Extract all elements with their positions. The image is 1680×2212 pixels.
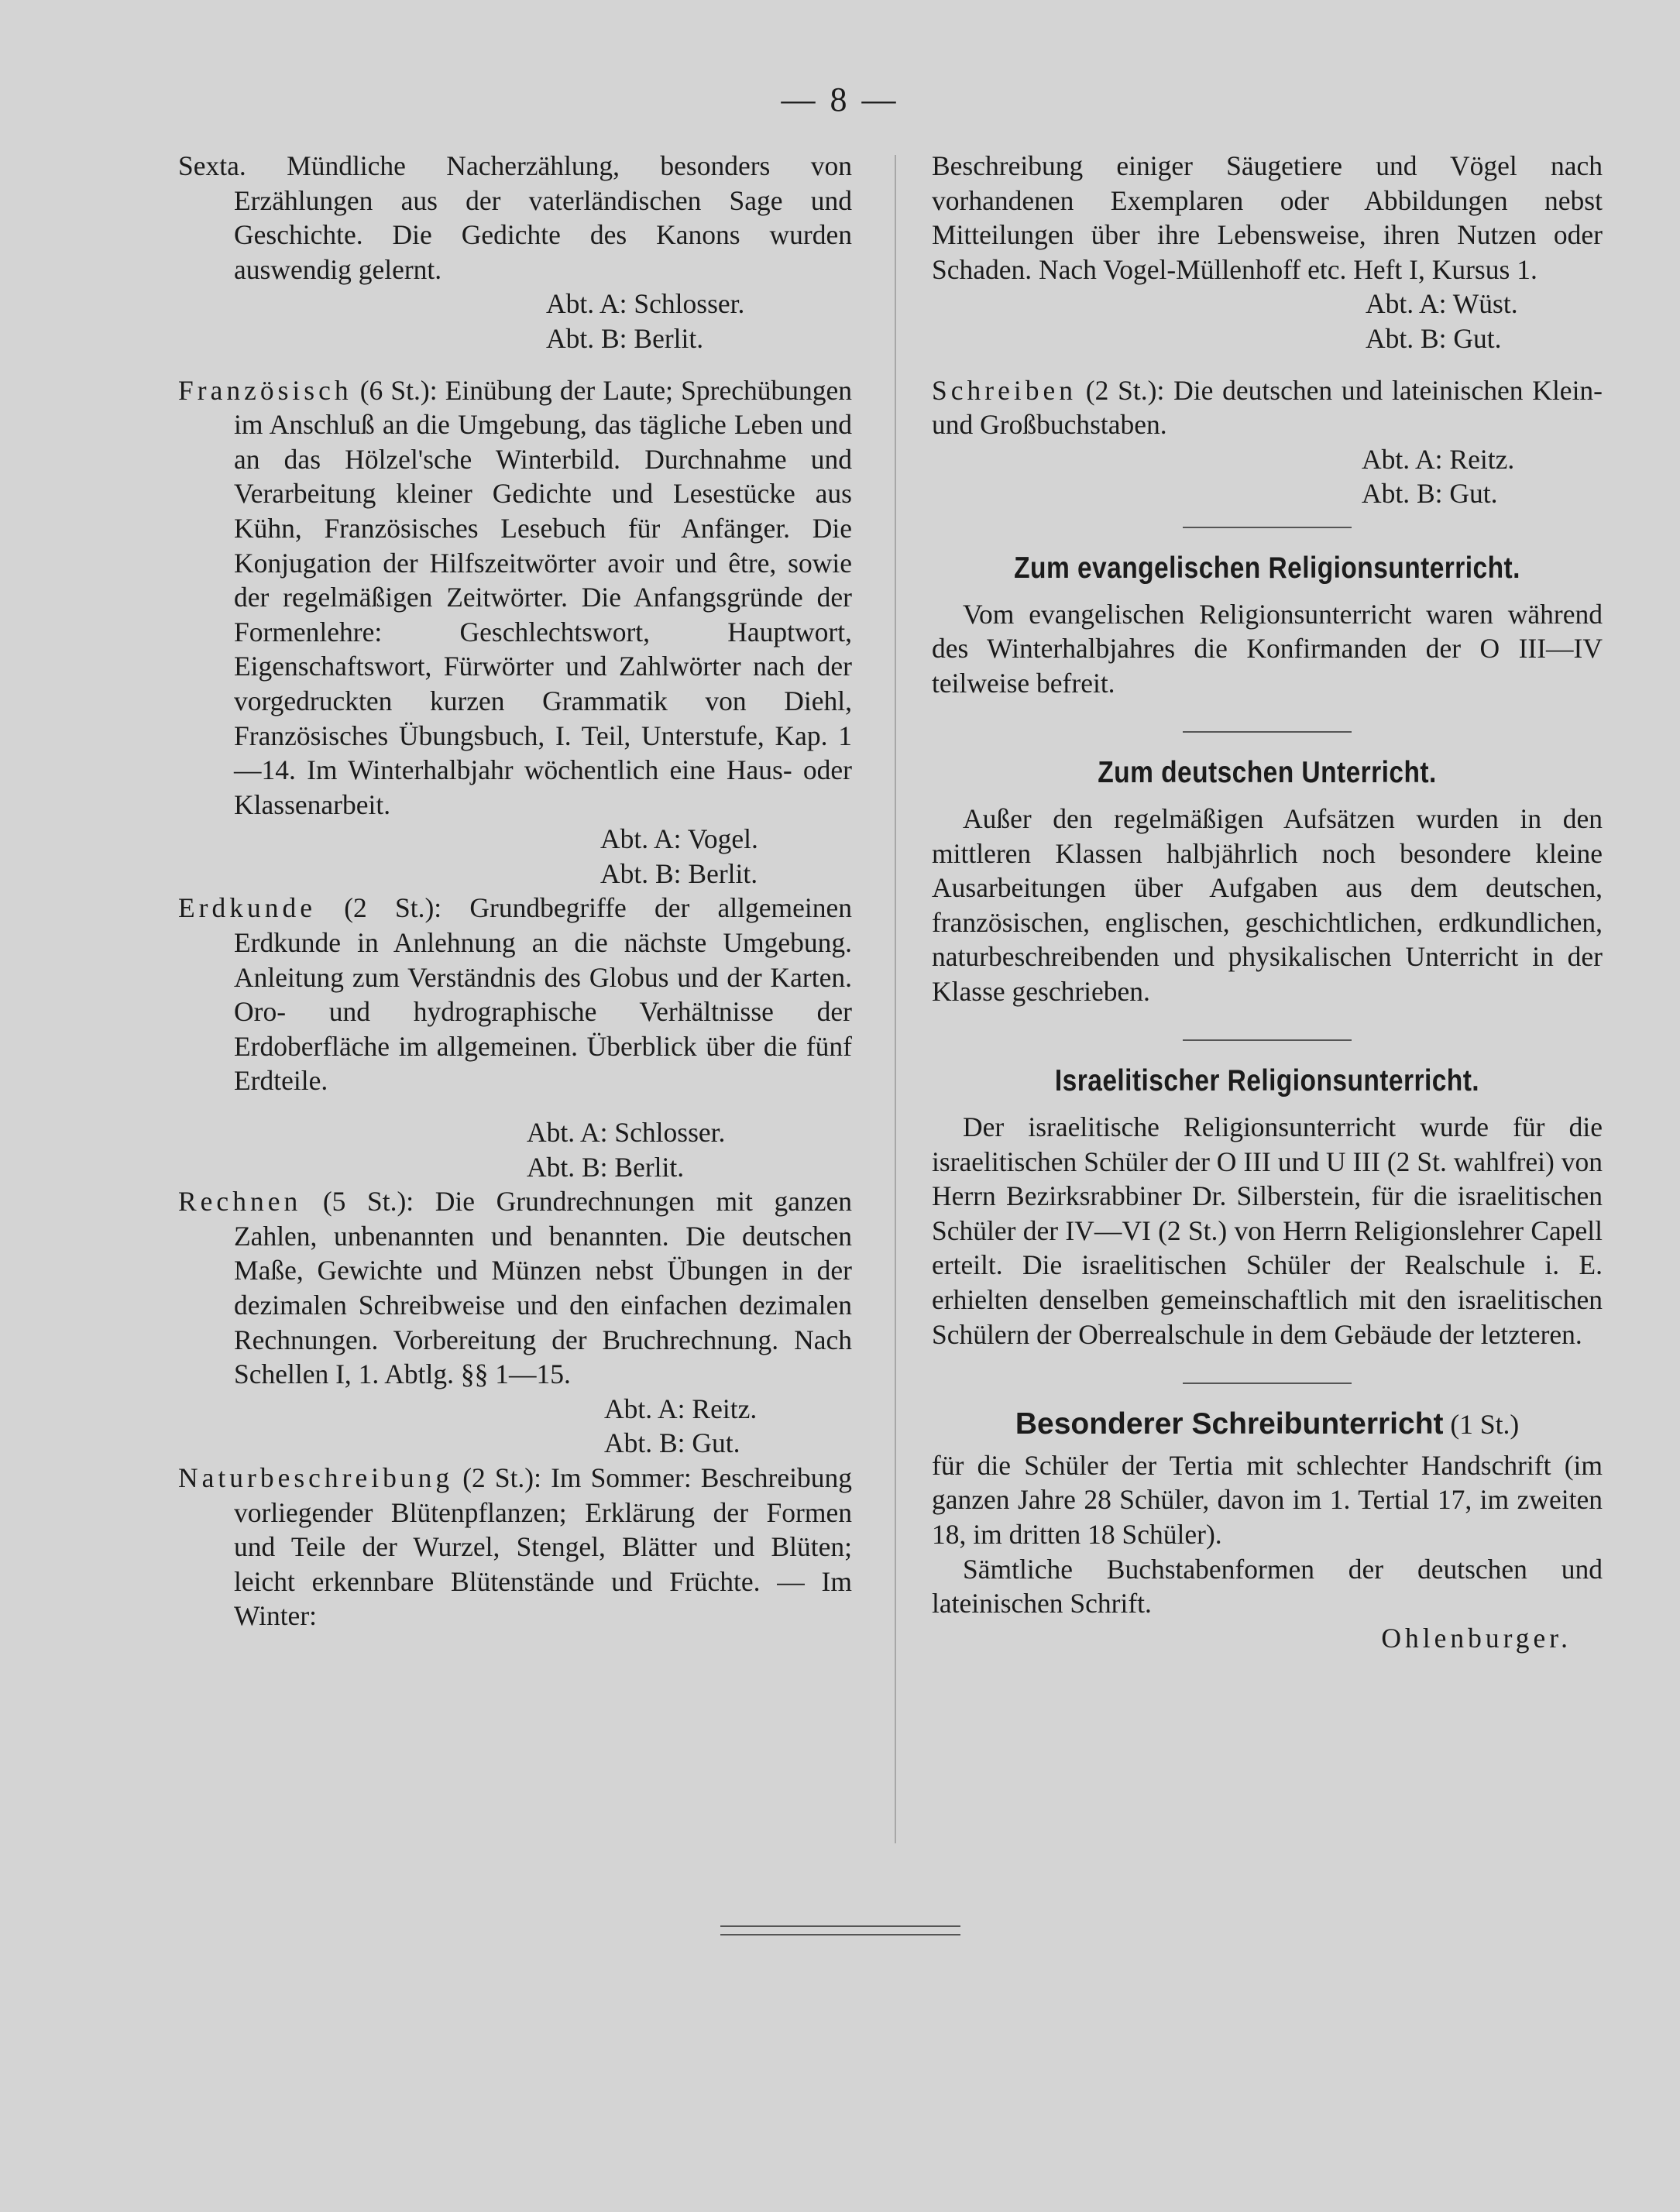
schreiben-teachers	[932, 442, 1603, 511]
signature: Ohlenburger.	[1381, 1622, 1572, 1654]
erdkunde-abt-b: Abt. B: Berlit.	[527, 1151, 685, 1183]
heading-schreibunterricht-suffix: (1 St.)	[1450, 1409, 1520, 1441]
heading-israelitisch: Israelitischer Religionsunterricht.	[1054, 1064, 1480, 1098]
column-divider	[895, 155, 896, 1843]
israelitisch-text: Der israelitische Religionsunterricht wurde für die israelitischen Schüler der O III und U III (2 St. wahlfrei) von Herrn Bezirksrabbiner Dr. Silberstein, für die israelitischen Schüler der IV—VI (2 St.) von Herrn Religionslehrer Capell erteilt. Die israelitischen Schüler der Realschule i. E. erhielten denselben gemeinschaftlich mit den israelitischen Schülern der Oberrealschule in dem Gebäude der letzteren.	[932, 1111, 1603, 1350]
sexta-text: Mündliche Nacherzählung, besonders von Erzählungen aus der vaterländischen Sage und Geschichte. Die Gedichte des Kanons wurden auswendig gelernt.	[234, 150, 852, 285]
section-franzoesisch	[178, 373, 852, 823]
rechnen-label: Rechnen	[178, 1186, 302, 1218]
rechnen-abt-a: Abt. A: Reitz.	[604, 1393, 758, 1424]
heading-deutsch: Zum deutschen Unterricht.	[1098, 756, 1437, 790]
section-erdkunde	[178, 891, 852, 1098]
section-rechnen	[178, 1184, 852, 1392]
section-sexta	[178, 149, 852, 287]
franzoesisch-text: (6 St.): Einübung der Laute; Sprechübungen im Anschluß an die Umgebung, das tägliche Leben und an das Hölzel'sche Winterbild. Durchnahme und Verarbeitung kleiner Gedichte und Lesestücke aus Kühn, Französisches Lesebuch für Anfänger. Die Konjugation der Hilfszeitwörter avoir und être, sowie der regelmäßigen Zeitwörter. Die Anfangsgründe der Formenlehre: Geschlechtswort, Hauptwort, Eigenschaftswort, Fürwörter und Zahlwörter nach der vorgedruckten kurzen Grammatik von Diehl, Französisches Übungsbuch, I. Teil, Unterstufe, Kap. 1—14. Im Winterhalbjahr wöchentlich eine Haus- oder Klassenarbeit.	[234, 374, 853, 820]
sexta-label: Sexta.	[178, 150, 246, 181]
naturbeschreibung-continued: Beschreibung einiger Säugetiere und Vögel nach vorhandenen Exemplaren oder Abbildungen nebst Mitteilungen über ihre Lebensweise, ihren Nutzen oder Schaden. Nach Vogel-Müllenhoff etc. Heft I, Kursus 1.	[932, 150, 1603, 285]
left-column	[178, 149, 852, 1633]
sexta-abt-a: Abt. A: Schlosser.	[546, 288, 745, 320]
schreiben-text: (2 St.): Die deutschen und lateinischen Klein- und Großbuchstaben.	[932, 374, 1603, 441]
franzoesisch-teachers	[178, 822, 852, 891]
erdkunde-text: (2 St.): Grundbegriffe der allgemeinen Erdkunde in Anlehnung an die nächste Umgebung. Anleitung zum Verständnis des Globus und der Karten. Oro- und hydrographische Verhältnisse der Erdoberfläche im allgemeinen. Überblick über die fünf Erdteile.	[234, 892, 852, 1097]
heading-schreibunterricht-row	[932, 1407, 1603, 1442]
erdkunde-abt-a: Abt. A: Schlosser.	[527, 1117, 726, 1149]
rechnen-teachers	[178, 1392, 852, 1461]
naturbeschreibung-abt-b: Abt. B: Gut.	[1366, 322, 1502, 354]
section-naturbeschreibung	[178, 1461, 852, 1633]
rechnen-abt-b: Abt. B: Gut.	[604, 1427, 740, 1459]
sexta-teachers	[178, 287, 852, 356]
franzoesisch-abt-a: Abt. A: Vogel.	[600, 823, 758, 855]
deutsch-text: Außer den regelmäßigen Aufsätzen wurden in den mittleren Klassen halbjährlich noch besondere kleine Ausarbeitungen über Aufgaben aus dem deutschen, französischen, englischen, geschichtlichen, erdkundlichen, naturbeschreibenden und physikalischen Unterricht in der Klasse geschrieben.	[932, 802, 1603, 1007]
franzoesisch-label: Französisch	[178, 374, 352, 406]
franzoesisch-abt-b: Abt. B: Berlit.	[600, 857, 758, 889]
sexta-abt-b: Abt. B: Berlit.	[546, 322, 704, 354]
section-divider	[1183, 1039, 1352, 1041]
schreiben-abt-a: Abt. A: Reitz.	[1362, 443, 1515, 475]
naturbeschreibung-text: (2 St.): Im Sommer: Beschreibung vorliegender Blütenpflanzen; Erklärung der Formen und Teile der Wurzel, Stengel, Blätter und Blüten; leicht erkennbare Blütenstände und Früchte. — Im Winter:	[234, 1462, 852, 1632]
naturbeschreibung-abt-a: Abt. A: Wüst.	[1366, 288, 1518, 320]
section-divider	[1183, 1382, 1352, 1384]
right-column	[932, 149, 1603, 1655]
section-schreiben	[932, 373, 1603, 442]
schreibunterricht-text2: Sämtliche Buchstabenformen der deutschen und lateinischen Schrift.	[932, 1553, 1603, 1620]
naturbeschreibung-label: Naturbeschreibung	[178, 1462, 454, 1493]
heading-schreibunterricht: Besonderer Schreibunterricht	[1015, 1407, 1444, 1441]
bottom-double-rule	[720, 1925, 960, 1936]
naturbeschreibung-teachers	[932, 287, 1603, 356]
rechnen-text: (5 St.): Die Grundrechnungen mit ganzen Zahlen, unbenannten und benannten. Die deutschen Maße, Gewichte und Münzen nebst Übungen in der dezimalen Schreibweise und den einfachen dezimalen Rechnungen. Vorbereitung der Bruchrechnung. Nach Schellen I, 1. Abtlg. §§ 1—15.	[234, 1186, 853, 1390]
schreiben-abt-b: Abt. B: Gut.	[1362, 478, 1498, 510]
section-divider	[1183, 527, 1352, 528]
erdkunde-label: Erdkunde	[178, 892, 317, 924]
section-divider	[1183, 731, 1352, 733]
schreiben-label: Schreiben	[932, 374, 1077, 406]
page-number: — 8 —	[781, 81, 899, 118]
evangelisch-text: Vom evangelischen Religionsunterricht waren während des Winterhalbjahres die Konfirmanden der O III—IV teilweise befreit.	[932, 598, 1603, 699]
heading-evangelisch: Zum evangelischen Religionsunterricht.	[1014, 551, 1520, 585]
erdkunde-teachers	[178, 1115, 852, 1184]
schreibunterricht-text: für die Schüler der Tertia mit schlechter Handschrift (im ganzen Jahre 28 Schüler, davon im 1. Tertial 17, im zweiten 18, im dritten 18 Schüler).	[932, 1449, 1603, 1550]
